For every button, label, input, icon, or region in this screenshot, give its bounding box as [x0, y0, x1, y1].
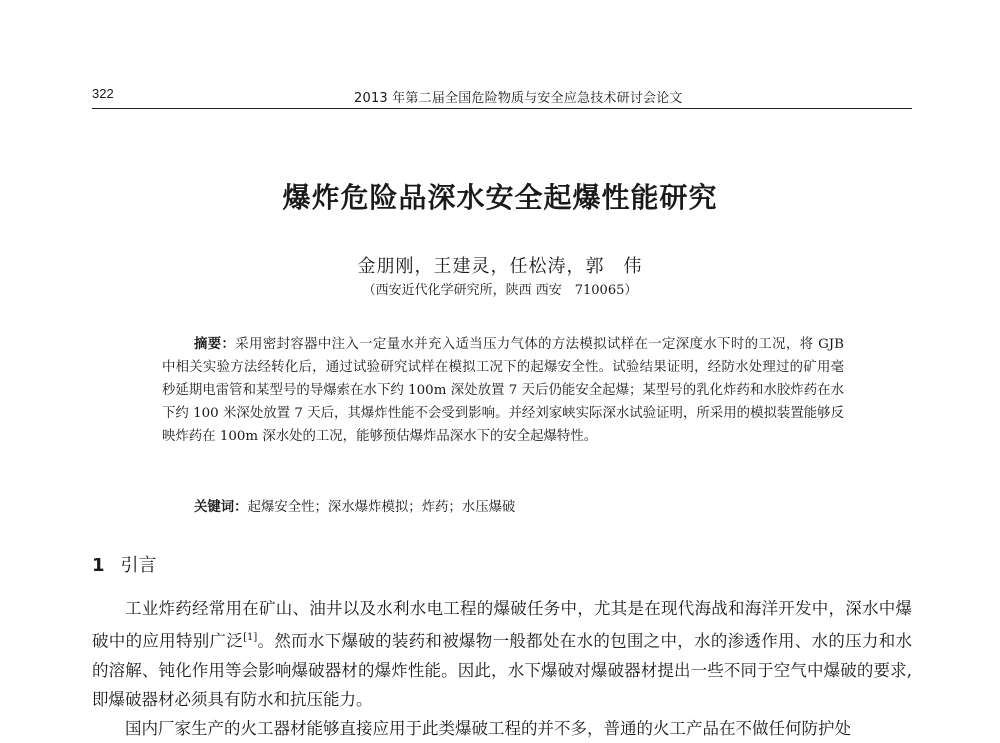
journal-title: 2013 年第二届全国危险物质与安全应急技术研讨会论文 — [354, 91, 683, 106]
paragraph — [92, 594, 912, 714]
paragraph-text: 。然而水下爆破的装药和被爆物一般都处在水的包围之中，水的渗透作用、水的压力和水的溶解、钝化作用等会影响爆破器材的爆炸性能。因此，水下爆破对爆破器材提出一些不同于空气中爆破的要求,即爆破器材必须具有防水和抗压能力。 — [92, 631, 913, 709]
paragraph: 国内厂家生产的火工器材能够直接应用于此类爆破工程的并不多，普通的火工产品在不做任何防护处 — [125, 718, 851, 738]
paragraph-text: 工业炸药经常用在矿山、油井以及水利水电工程的爆破任务中，尤其是在现代海战和海洋开发中，深水中爆破中的应用特别广泛 — [92, 599, 912, 651]
page-number: 322 — [92, 86, 114, 101]
abstract — [162, 333, 844, 448]
abstract-label: 摘要： — [194, 337, 236, 352]
author-list: 金朋刚，王建灵，任松涛，郭 伟 — [357, 256, 643, 277]
affiliation: （西安近代化学研究所，陕西 西安 710065） — [362, 283, 638, 298]
section-title: 引言 — [120, 555, 157, 576]
abstract-text: 采用密封容器中注入一定量水并充入适当压力气体的方法模拟试样在一定深度水下时的工况，将 GJB 中相关实验方法经转化后，通过试验研究试样在模拟工况下的起爆安全性。试验结果证明，经防水处理过的矿用毫秒延期电雷管和某型号的导爆索在水下约 100m 深处放置 7 天后仍能安全起爆；某型号的乳化炸药和水胶炸药在水下约 100 米深处放置 7 天后，其爆炸性能不会受到影响。并经刘家峡实际深水试验证明，所采用的模拟装置能够反映炸药在 100m 深水处的工况，能够预估爆炸品深水下的安全起爆特性。 — [162, 337, 844, 444]
paper-title: 爆炸危险品深水安全起爆性能研究 — [282, 181, 718, 214]
section-body — [92, 594, 912, 743]
section-number: 1 — [92, 555, 105, 576]
citation-ref: [1] — [243, 632, 258, 643]
keywords — [194, 496, 844, 515]
keywords-text: 起爆安全性；深水爆炸模拟；炸药；水压爆破 — [247, 500, 516, 515]
keywords-label: 关键词： — [194, 500, 248, 515]
section-heading — [92, 551, 157, 577]
running-header — [92, 86, 912, 109]
